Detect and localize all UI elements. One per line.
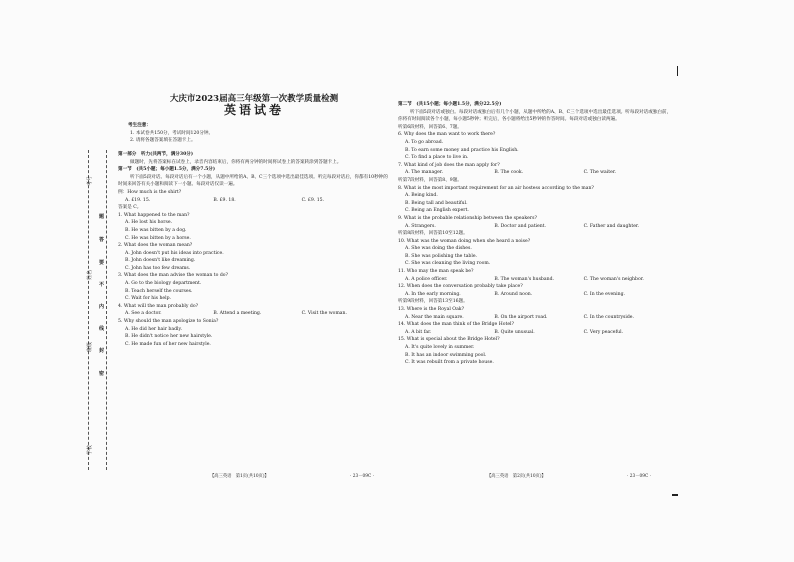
option: C. He made fun of her new hairstyle. xyxy=(125,341,211,347)
option: B. The cook. xyxy=(494,170,524,176)
question-7-options xyxy=(398,169,673,177)
footer-page-info: 【高三英语 第2页(共10页)】 xyxy=(487,474,546,479)
question-4-options xyxy=(118,310,390,318)
option: A. He lost his horse. xyxy=(125,220,173,226)
option: C. Very peaceful. xyxy=(583,329,624,335)
option: B. Being tall and beautiful. xyxy=(405,200,468,206)
scan-mark xyxy=(677,66,678,76)
seal-char: 要 xyxy=(99,260,105,266)
example-question: 例：How much is the shirt? xyxy=(118,189,182,195)
option: A. Strangers. xyxy=(405,223,436,229)
part-instructions: 做题时，先将答案标在试卷上，录音内容结束后，你将有两分钟的时间将试卷上的答案转涂到答题卡上。 xyxy=(130,159,342,165)
seal-char: 题 xyxy=(99,214,105,220)
section-heading: 第二节 (共15小题；每小题1.5分，满分22.5分) xyxy=(398,102,502,107)
option: B. £9. 18. xyxy=(213,197,236,203)
label-class: 班级 xyxy=(87,341,93,352)
question-9-options xyxy=(398,223,673,231)
option: A. It's quite lovely in summer. xyxy=(405,345,475,350)
option: B. John doesn't like dreaming. xyxy=(125,258,196,264)
label-exam-number: 考号 xyxy=(87,175,93,186)
question-1: 1. What happened to the man? xyxy=(118,212,190,218)
exam-title: 大庆市2023届高三年级第一次教学质量检测 xyxy=(169,94,339,104)
option: C. Visit the woman. xyxy=(301,311,347,317)
option: A. He did her hair badly. xyxy=(125,326,182,332)
option: A. Being kind. xyxy=(405,193,438,199)
option: B. On the airport road. xyxy=(494,314,548,320)
question-7: 7. What kind of job does the man apply for? xyxy=(398,162,500,168)
material-heading: 听第7段材料，回答第8、9题。 xyxy=(398,177,462,183)
question-3: 3. What does the man advise the woman to do? xyxy=(118,273,229,279)
option: C. The woman's neighbor. xyxy=(583,276,644,282)
option: A. A bit far. xyxy=(405,329,432,335)
option: A. A police officer. xyxy=(405,276,448,282)
question-12: 12. When does the conversation probably take place? xyxy=(398,284,523,290)
option: C. He was bitten by a horse. xyxy=(125,235,191,241)
scan-mark xyxy=(672,494,678,496)
question-13: 13. Where is the Royal Oak? xyxy=(398,307,465,313)
label-name: 姓名 xyxy=(87,269,93,280)
option: A. See a doctor. xyxy=(125,311,162,317)
seal-line-outer xyxy=(88,150,89,470)
part-heading: 第一部分 听力(共两节，满分30分) xyxy=(118,151,194,157)
seal-char: 封 xyxy=(99,348,105,354)
section-heading: 第一节 (共5小题；每小题1.5分，满分7.5分) xyxy=(118,167,216,173)
option: A. She was doing the dishes. xyxy=(405,246,472,252)
option: C. It was rebuilt from a private house. xyxy=(405,360,494,366)
option: A. In the early morning. xyxy=(405,291,461,297)
footer-page-info: 【高三英语 第1页(共10页)】 xyxy=(210,474,269,479)
seal-char: 线 xyxy=(99,326,105,332)
question-14-options xyxy=(398,329,673,337)
footer-code: · 23－09C · xyxy=(627,474,651,479)
option: A. The manager. xyxy=(405,170,444,176)
question-4: 4. What will the man probably do? xyxy=(118,303,199,309)
binding-margin xyxy=(0,0,112,562)
example-options xyxy=(118,197,390,205)
question-6: 6. Why does the man want to work there? xyxy=(398,132,496,138)
seal-char: 不 xyxy=(99,282,105,288)
option: B. It has an indoor swimming pool. xyxy=(405,352,487,358)
option: B. He didn't notice her new hairstyle. xyxy=(125,334,213,340)
question-13-options xyxy=(398,314,673,322)
option: B. Teach herself the courses. xyxy=(125,288,193,294)
option: C. Wait for his help. xyxy=(125,296,172,302)
section-instructions: 听下面5段对话或独白。每段对话或独白后有几个小题，从题中所给的A、B、C三个选项中选出最佳选项。听每段对话或独白前，你将有时间阅读各个小题，每小题5秒钟；听完后，各小题将给出5秒钟的作答时间。每段对话或独白读两遍。 xyxy=(398,109,672,123)
option: B. Quite unusual. xyxy=(494,329,535,335)
option: C. To find a place to live in. xyxy=(405,155,469,161)
question-2: 2. What does the woman mean? xyxy=(118,243,193,249)
material-heading: 听第6段材料，回答第6、7题。 xyxy=(398,124,462,130)
option: A. Near the main square. xyxy=(405,314,464,320)
example-answer: 答案是 C。 xyxy=(118,205,142,211)
option: C. The waiter. xyxy=(583,170,616,176)
question-15: 15. What is special about the Bridge Hotel? xyxy=(398,337,500,343)
footer-code: · 23－09C · xyxy=(350,474,374,479)
option: C. £9. 15. xyxy=(301,197,324,203)
question-11: 11. Who may the man speak be? xyxy=(398,269,474,275)
option: C. Father and daughter. xyxy=(583,223,640,229)
seal-char: 答 xyxy=(99,237,105,243)
option: C. In the evening. xyxy=(583,291,625,297)
exam-subject: 英语试卷 xyxy=(223,102,284,117)
notice-item: 1. 本试卷共150分，考试时间120分钟。 xyxy=(130,130,214,136)
option: B. The woman's husband. xyxy=(494,276,554,282)
option: B. He was bitten by a dog. xyxy=(125,227,187,233)
option: A. Go to the biology department. xyxy=(125,281,202,287)
question-10: 10. What was the woman doing when she heard a noise? xyxy=(398,238,531,244)
section-instructions: 听下面5段对话。每段对话后有一个小题，从题中所给的A、B、C三个选项中选出最佳选项。听完每段对话后，你都有10秒钟的时间来回答有关小题和阅读下一小题。每段对话仅读一遍。 xyxy=(118,174,388,188)
option: C. She was cleaning the living room. xyxy=(405,261,491,267)
option: B. She was polishing the table. xyxy=(405,253,478,259)
left-column xyxy=(118,96,390,348)
option: C. John has too few dreams. xyxy=(125,265,191,271)
question-14: 14. What does the man think of the Bridge Hotel? xyxy=(398,322,514,328)
material-heading: 听第8段材料，回答第10至12题。 xyxy=(398,231,468,237)
question-5: 5. Why should the man apologize to Sonia? xyxy=(118,319,219,325)
option: A. £19. 15. xyxy=(125,197,151,203)
material-heading: 听第9段材料，回答第13至16题。 xyxy=(398,299,468,305)
option: C. In the countryside. xyxy=(583,314,634,320)
question-12-options xyxy=(398,291,673,299)
option: A. John doesn't put his ideas into practice. xyxy=(125,250,224,256)
option: B. To earn some money and practice his English. xyxy=(405,147,519,153)
question-9: 9. What is the probable relationship between the speakers? xyxy=(398,215,537,221)
notice-item: 2. 请将各题答案填在答题卡上。 xyxy=(130,138,196,144)
notice-heading: 考生注意： xyxy=(128,123,151,129)
question-11-options xyxy=(398,276,673,284)
option: B. Doctor and patient. xyxy=(494,223,546,229)
option: C. Being an English expert. xyxy=(405,208,469,214)
question-8: 8. What is the most important requirement for an air hostess according to the man? xyxy=(398,185,594,191)
seal-char: 密 xyxy=(99,371,105,377)
option: B. Around noon. xyxy=(494,291,533,297)
option: A. To go abroad. xyxy=(405,139,444,145)
seal-line-inner xyxy=(106,150,107,470)
option: B. Attend a meeting. xyxy=(213,311,262,317)
right-column xyxy=(398,101,673,367)
label-school: 学校 xyxy=(87,444,93,455)
seal-char: 内 xyxy=(99,304,105,310)
